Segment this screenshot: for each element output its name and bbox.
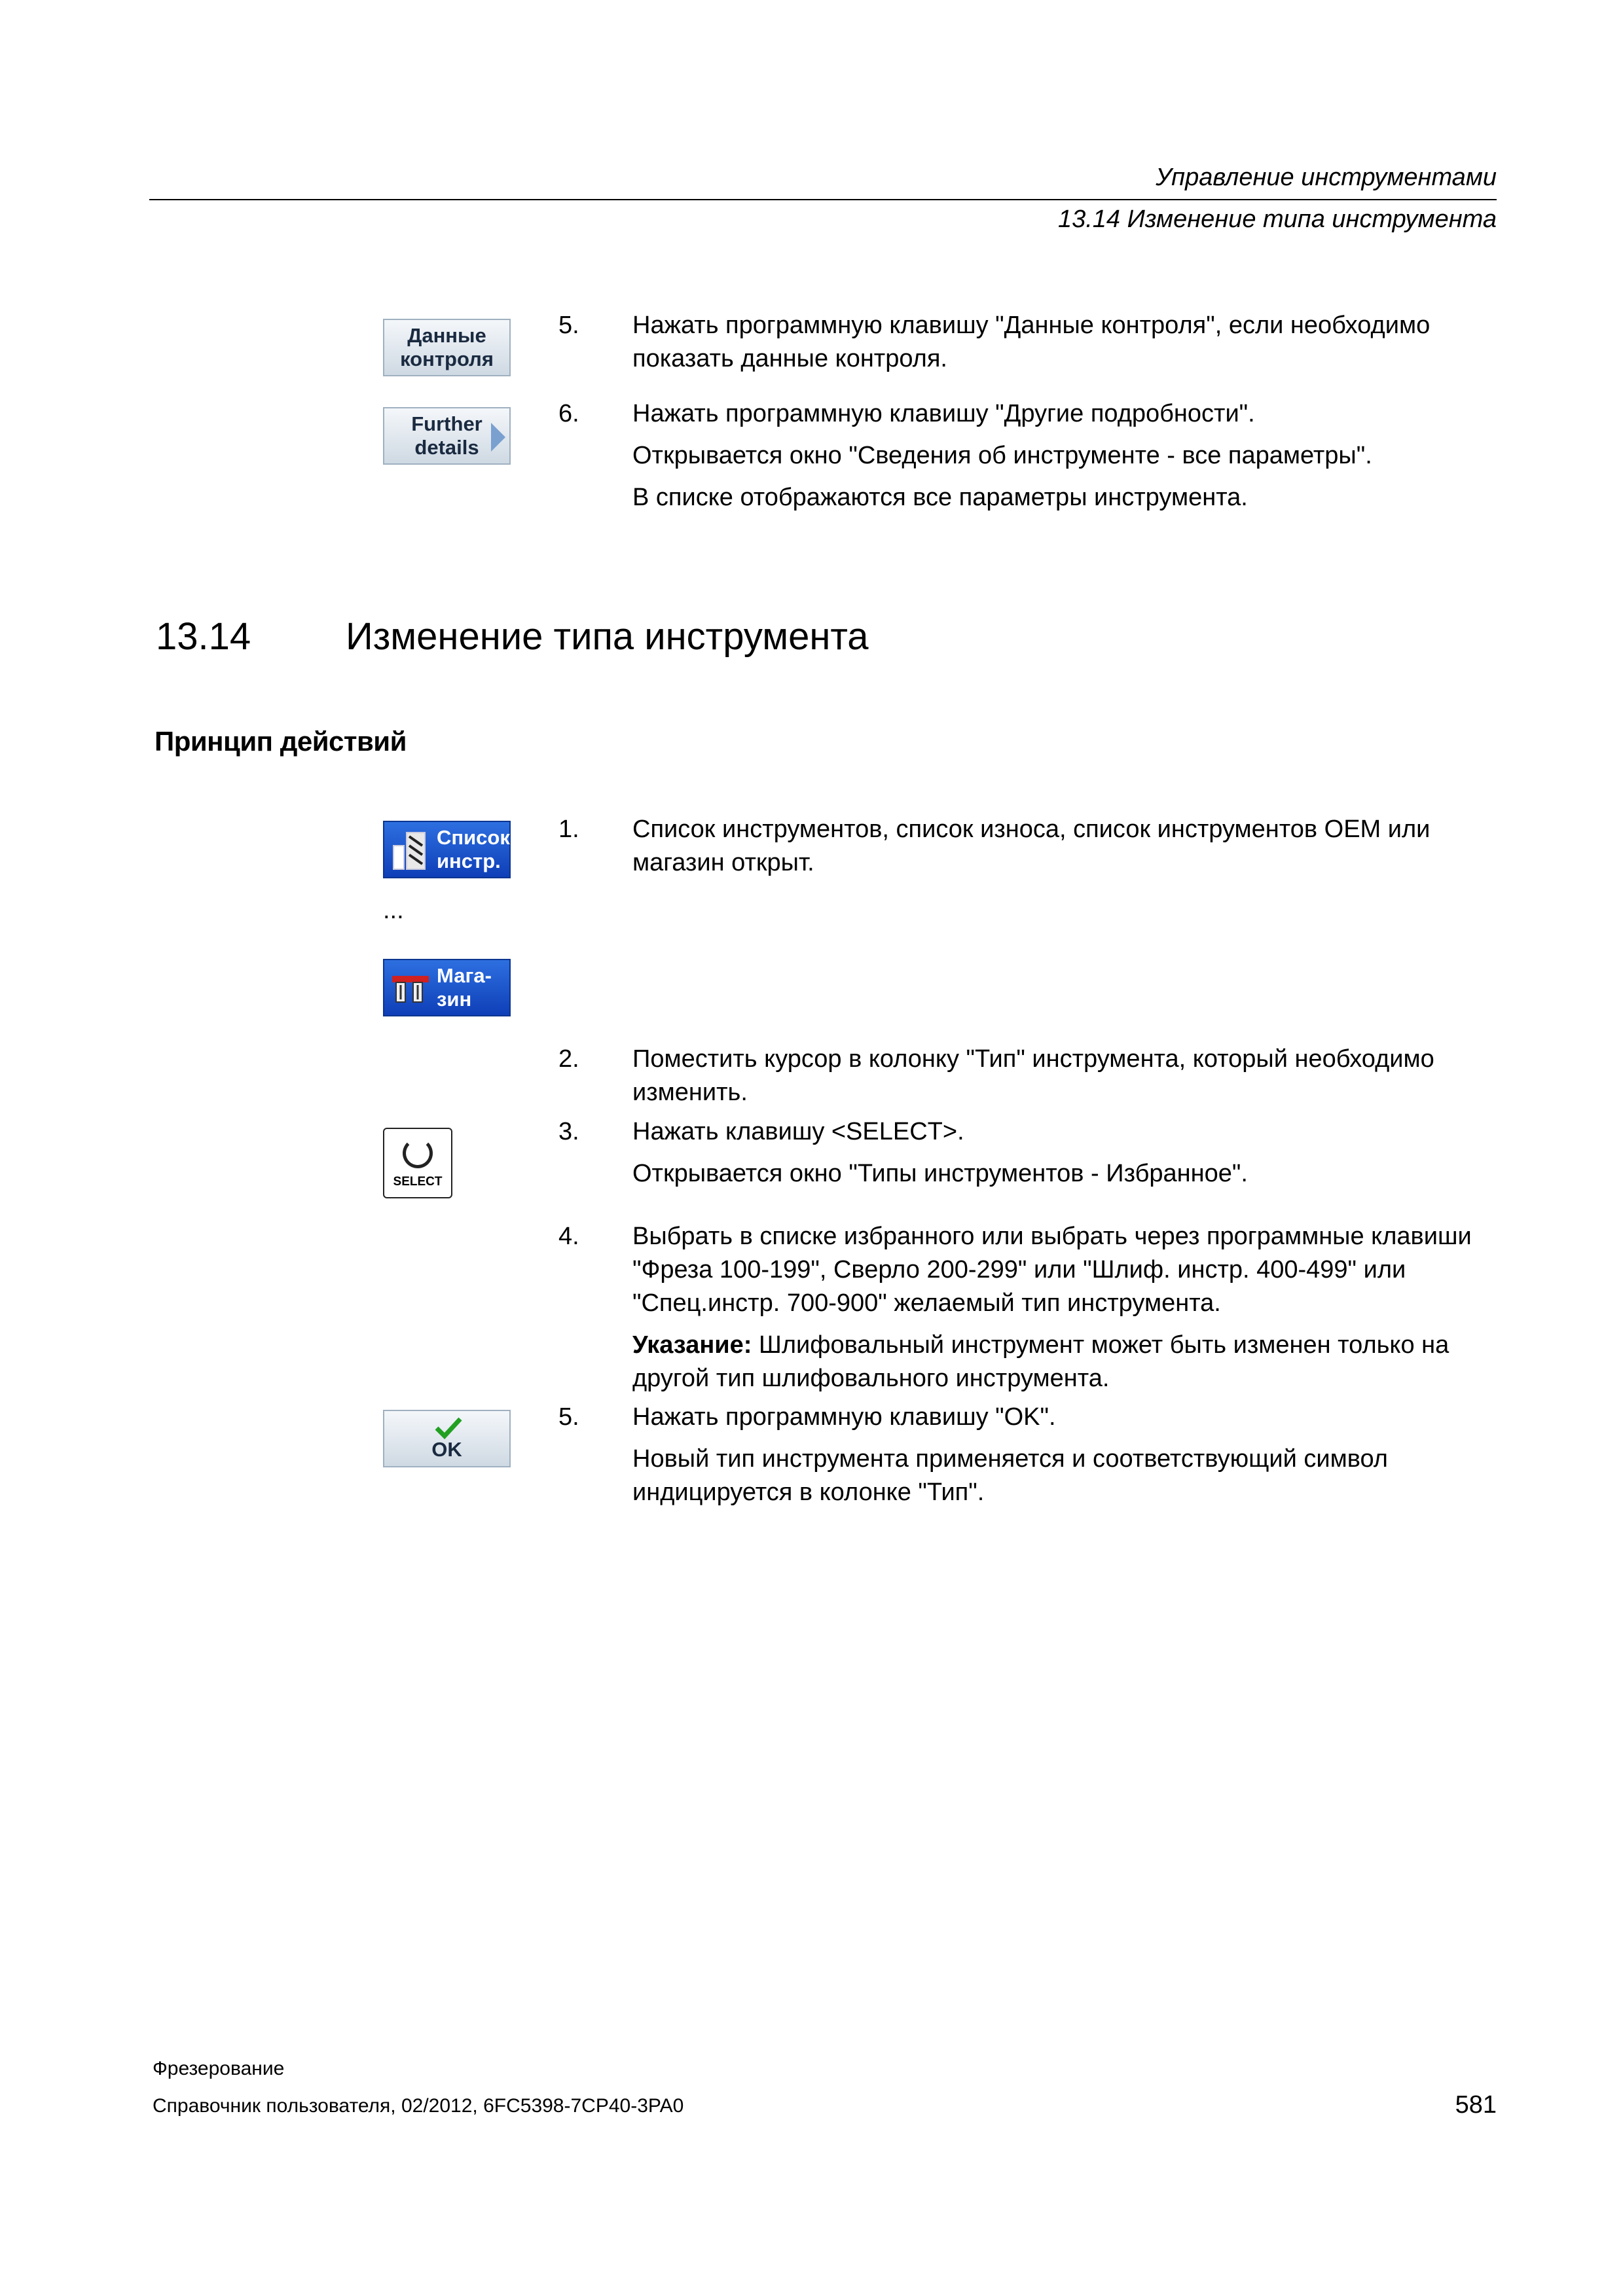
step-text xyxy=(632,309,1497,376)
step-text xyxy=(632,1043,1497,1109)
step-text xyxy=(632,813,1497,880)
select-circle-icon xyxy=(403,1138,433,1168)
page-number: 581 xyxy=(1455,2091,1497,2119)
tool-list-icon xyxy=(391,829,430,872)
step-result: В списке отображаются все параметры инструмента. xyxy=(632,484,1248,511)
softkey-label: OK xyxy=(431,1438,462,1461)
step-number: 4. xyxy=(558,1223,579,1250)
softkey-label-line2: инстр. xyxy=(437,850,501,872)
softkey-label-line1: Список xyxy=(437,826,510,849)
select-key-label: SELECT xyxy=(393,1175,443,1189)
ok-softkey[interactable] xyxy=(383,1410,511,1467)
softkey-label-line2: контроля xyxy=(400,348,494,370)
magazine-icon xyxy=(391,967,430,1010)
monitoring-data-softkey[interactable] xyxy=(383,319,511,376)
running-header-chapter: Управление инструментами xyxy=(1156,164,1497,191)
step-result: Открывается окно "Типы инструментов - Избранное". xyxy=(632,1160,1248,1187)
softkey-label-line2: зин xyxy=(437,988,472,1011)
note-text: Шлифовальный инструмент может быть изменен только на другой тип шлифовального инструмента. xyxy=(632,1331,1450,1392)
softkey-label-line1: Мага- xyxy=(437,964,492,987)
step-line: Поместить курсор в колонку "Тип" инструмента, который необходимо изменить. xyxy=(632,1045,1434,1106)
step-number: 1. xyxy=(558,816,579,843)
section-title: Изменение типа инструмента xyxy=(346,615,869,658)
checkmark-icon xyxy=(434,1416,463,1440)
footer-manual-info: Справочник пользователя, 02/2012, 6FC5398-7CP40-3PA0 xyxy=(153,2095,684,2117)
step-result: Открывается окно "Сведения об инструменте - все параметры". xyxy=(632,442,1372,469)
step-number: 2. xyxy=(558,1045,579,1073)
subsection-heading: Принцип действий xyxy=(155,726,407,757)
step-text xyxy=(632,397,1497,514)
further-details-softkey[interactable] xyxy=(383,407,511,465)
step-line: Нажать программную клавишу "Данные контроля", если необходимо показать данные контроля. xyxy=(632,312,1431,372)
magazine-softkey[interactable] xyxy=(383,959,511,1016)
step-line: Нажать программную клавишу "Другие подробности". xyxy=(632,400,1255,427)
step-line: Список инструментов, список износа, список инструментов OEM или магазин открыт. xyxy=(632,816,1431,876)
softkey-label-line1: Further xyxy=(411,412,483,435)
note-label: Указание: xyxy=(632,1331,752,1359)
step-line: Выбрать в списке избранного или выбрать через программные клавиши "Фреза 100-199", Сверло 200-299" или "Шлиф. инстр. 400-499" или "Спец.инстр. 700-900" желаемый тип инструмента. xyxy=(632,1223,1472,1317)
softkey-label-line1: Данные xyxy=(407,324,486,347)
step-line: Нажать программную клавишу "OK". xyxy=(632,1403,1056,1431)
footer-product: Фрезерование xyxy=(153,2058,285,2079)
step-number: 3. xyxy=(558,1118,579,1145)
step-text xyxy=(632,1220,1497,1395)
step-number: 5. xyxy=(558,312,579,339)
header-rule xyxy=(149,199,1497,200)
ellipsis: ... xyxy=(383,897,404,924)
step-text xyxy=(632,1115,1497,1191)
section-number: 13.14 xyxy=(156,615,251,658)
select-key[interactable] xyxy=(383,1128,452,1198)
step-number: 5. xyxy=(558,1403,579,1431)
step-number: 6. xyxy=(558,400,579,427)
step-line: Нажать клавишу <SELECT>. xyxy=(632,1118,964,1145)
running-header-section: 13.14 Изменение типа инструмента xyxy=(1057,206,1497,233)
tool-list-softkey[interactable] xyxy=(383,821,511,878)
step-text xyxy=(632,1401,1497,1509)
softkey-label-line2: details xyxy=(414,436,479,459)
step-result: Новый тип инструмента применяется и соответствующий символ индицируется в колонке "Тип". xyxy=(632,1445,1388,1506)
step-note xyxy=(632,1329,1497,1395)
